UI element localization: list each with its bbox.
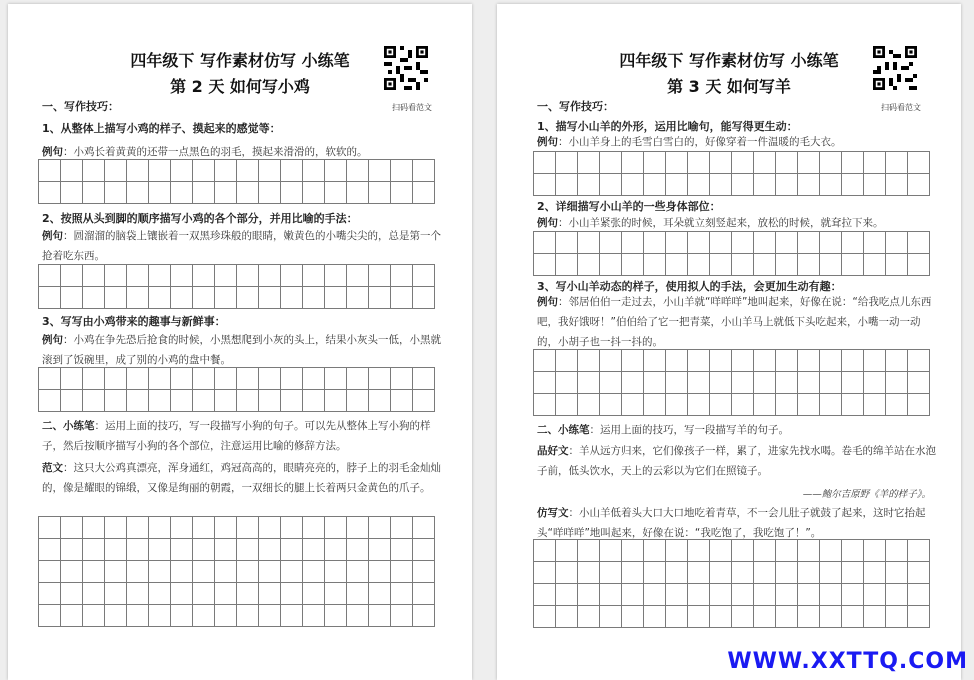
example-label: 例句	[42, 230, 63, 242]
practice-text: ：运用上面的技巧，写一段描写小狗的句子。可以先从整体上写小狗的样子，然后按顺序描写小狗的各个部位，注意运用比喻的修辞方法。	[42, 420, 431, 452]
example-label: 例句	[42, 146, 63, 158]
example-text: ：邻居伯伯一走过去，小山羊就“咩咩咩”地叫起来，好像在说：“给我吃点儿东西吧，我好饿呀！”伯伯给了它一把青菜，小山羊马上就低下头吃起来，小嘴一动一动的，小胡子也一抖一抖的。	[537, 296, 932, 348]
section-heading-practice: 二、小练笔	[42, 420, 95, 432]
lesson-title: 第 2 天 如何写小鸡	[170, 77, 310, 96]
model-text: ：这只大公鸡真漂亮，浑身通红，鸡冠高高的，眼睛亮亮的，脖子上的羽毛金灿灿的，像是耀眼的锦缎，又像是绚丽的朝霞，一双细长的腿上长着两只金黄色的爪子。	[42, 462, 441, 494]
example-label: 例句	[537, 136, 558, 148]
example-1	[537, 132, 937, 152]
example-text: ：小鸡长着黄黄的还带一点黑色的羽毛，摸起来滑滑的，软软的。	[63, 146, 368, 158]
example-2	[42, 226, 442, 266]
section-heading-techniques: 一、写作技巧：	[42, 100, 119, 113]
example-label: 例句	[42, 334, 63, 346]
tip-1: 1、描写小山羊的外形，运用比喻句，能写得更生动：	[537, 120, 798, 133]
writing-grid-large[interactable]	[533, 539, 930, 628]
qr-caption: 扫码看范文	[881, 103, 921, 112]
imitation-text: ：小山羊低着头大口大口地吃着青草，不一会儿肚子就鼓了起来，这时它抬起头“咩咩咩”地叫起来，好像在说：“我吃饱了，我吃饱了！”。	[537, 507, 926, 539]
tip-2: 2、按照从头到脚的顺序描写小鸡的各个部分，并用比喻的手法：	[42, 212, 358, 225]
writing-grid[interactable]	[533, 151, 930, 196]
example-3	[42, 330, 442, 370]
tip-3: 3、写小山羊动态的样子，使用拟人的手法，会更加生动有趣：	[537, 280, 842, 293]
section-heading-practice: 二、小练笔	[537, 424, 590, 436]
imitation-label: 仿写文	[537, 507, 569, 519]
good-passage-label: 品好文	[537, 445, 569, 457]
example-label: 例句	[537, 296, 558, 308]
tip-2: 2、详细描写小山羊的一些身体部位：	[537, 200, 721, 213]
practice-text: ：运用上面的技巧，写一段描写羊的句子。	[589, 424, 789, 436]
good-passage	[537, 441, 937, 481]
example-text: ：小山羊身上的毛雪白雪白的，好像穿着一件温暖的毛大衣。	[558, 136, 842, 148]
example-text: ：小山羊紧张的时候，耳朵就立刻竖起来，放松的时候，就耷拉下来。	[558, 217, 884, 229]
example-text: ：圆溜溜的脑袋上镶嵌着一双黑珍珠般的眼睛，嫩黄色的小嘴尖尖的，总是第一个抢着吃东西。	[42, 230, 441, 262]
qr-code-icon	[384, 46, 428, 90]
qr-caption: 扫码看范文	[392, 103, 432, 112]
lesson-title: 第 3 天 如何写羊	[667, 77, 791, 96]
writing-grid[interactable]	[38, 159, 435, 204]
site-watermark: WWW.XXTTQ.COM	[727, 649, 968, 674]
practice-instructions	[42, 416, 442, 456]
tip-1: 1、从整体上描写小鸡的样子、摸起来的感觉等：	[42, 122, 281, 135]
section-heading-techniques: 一、写作技巧：	[537, 100, 614, 113]
writing-grid[interactable]	[533, 231, 930, 276]
passage-source: ——鲍尔吉原野《羊的样子》。	[802, 489, 931, 500]
writing-grid[interactable]	[38, 367, 435, 412]
model-label: 范文	[42, 462, 63, 474]
writing-grid[interactable]	[533, 349, 930, 416]
writing-grid-large[interactable]	[38, 516, 435, 627]
example-2	[537, 213, 937, 233]
worksheet-page-day2	[8, 4, 472, 680]
example-3	[537, 292, 937, 352]
good-passage-text: ：羊从远方归来，它们像孩子一样，累了，进家先找水喝。卷毛的绵羊站在水泡子前，低头饮水，天上的云彩以为它们在照镜子。	[537, 445, 936, 477]
example-label: 例句	[537, 217, 558, 229]
example-text: ：小鸡在争先恐后抢食的时候，小黑想爬到小灰的头上，结果小灰头一低，小黑就滚到了饭碗里，成了别的小鸡的盘中餐。	[42, 334, 441, 366]
worksheet-page-day3	[497, 4, 961, 680]
worksheet-title: 四年级下 写作素材仿写 小练笔	[130, 51, 350, 70]
tip-3: 3、写写由小鸡带来的趣事与新鲜事：	[42, 315, 226, 328]
qr-code-icon	[873, 46, 917, 90]
imitation-passage	[537, 503, 937, 543]
model-essay	[42, 458, 442, 498]
worksheet-title: 四年级下 写作素材仿写 小练笔	[619, 51, 839, 70]
writing-grid[interactable]	[38, 264, 435, 309]
practice-instructions	[537, 420, 937, 440]
